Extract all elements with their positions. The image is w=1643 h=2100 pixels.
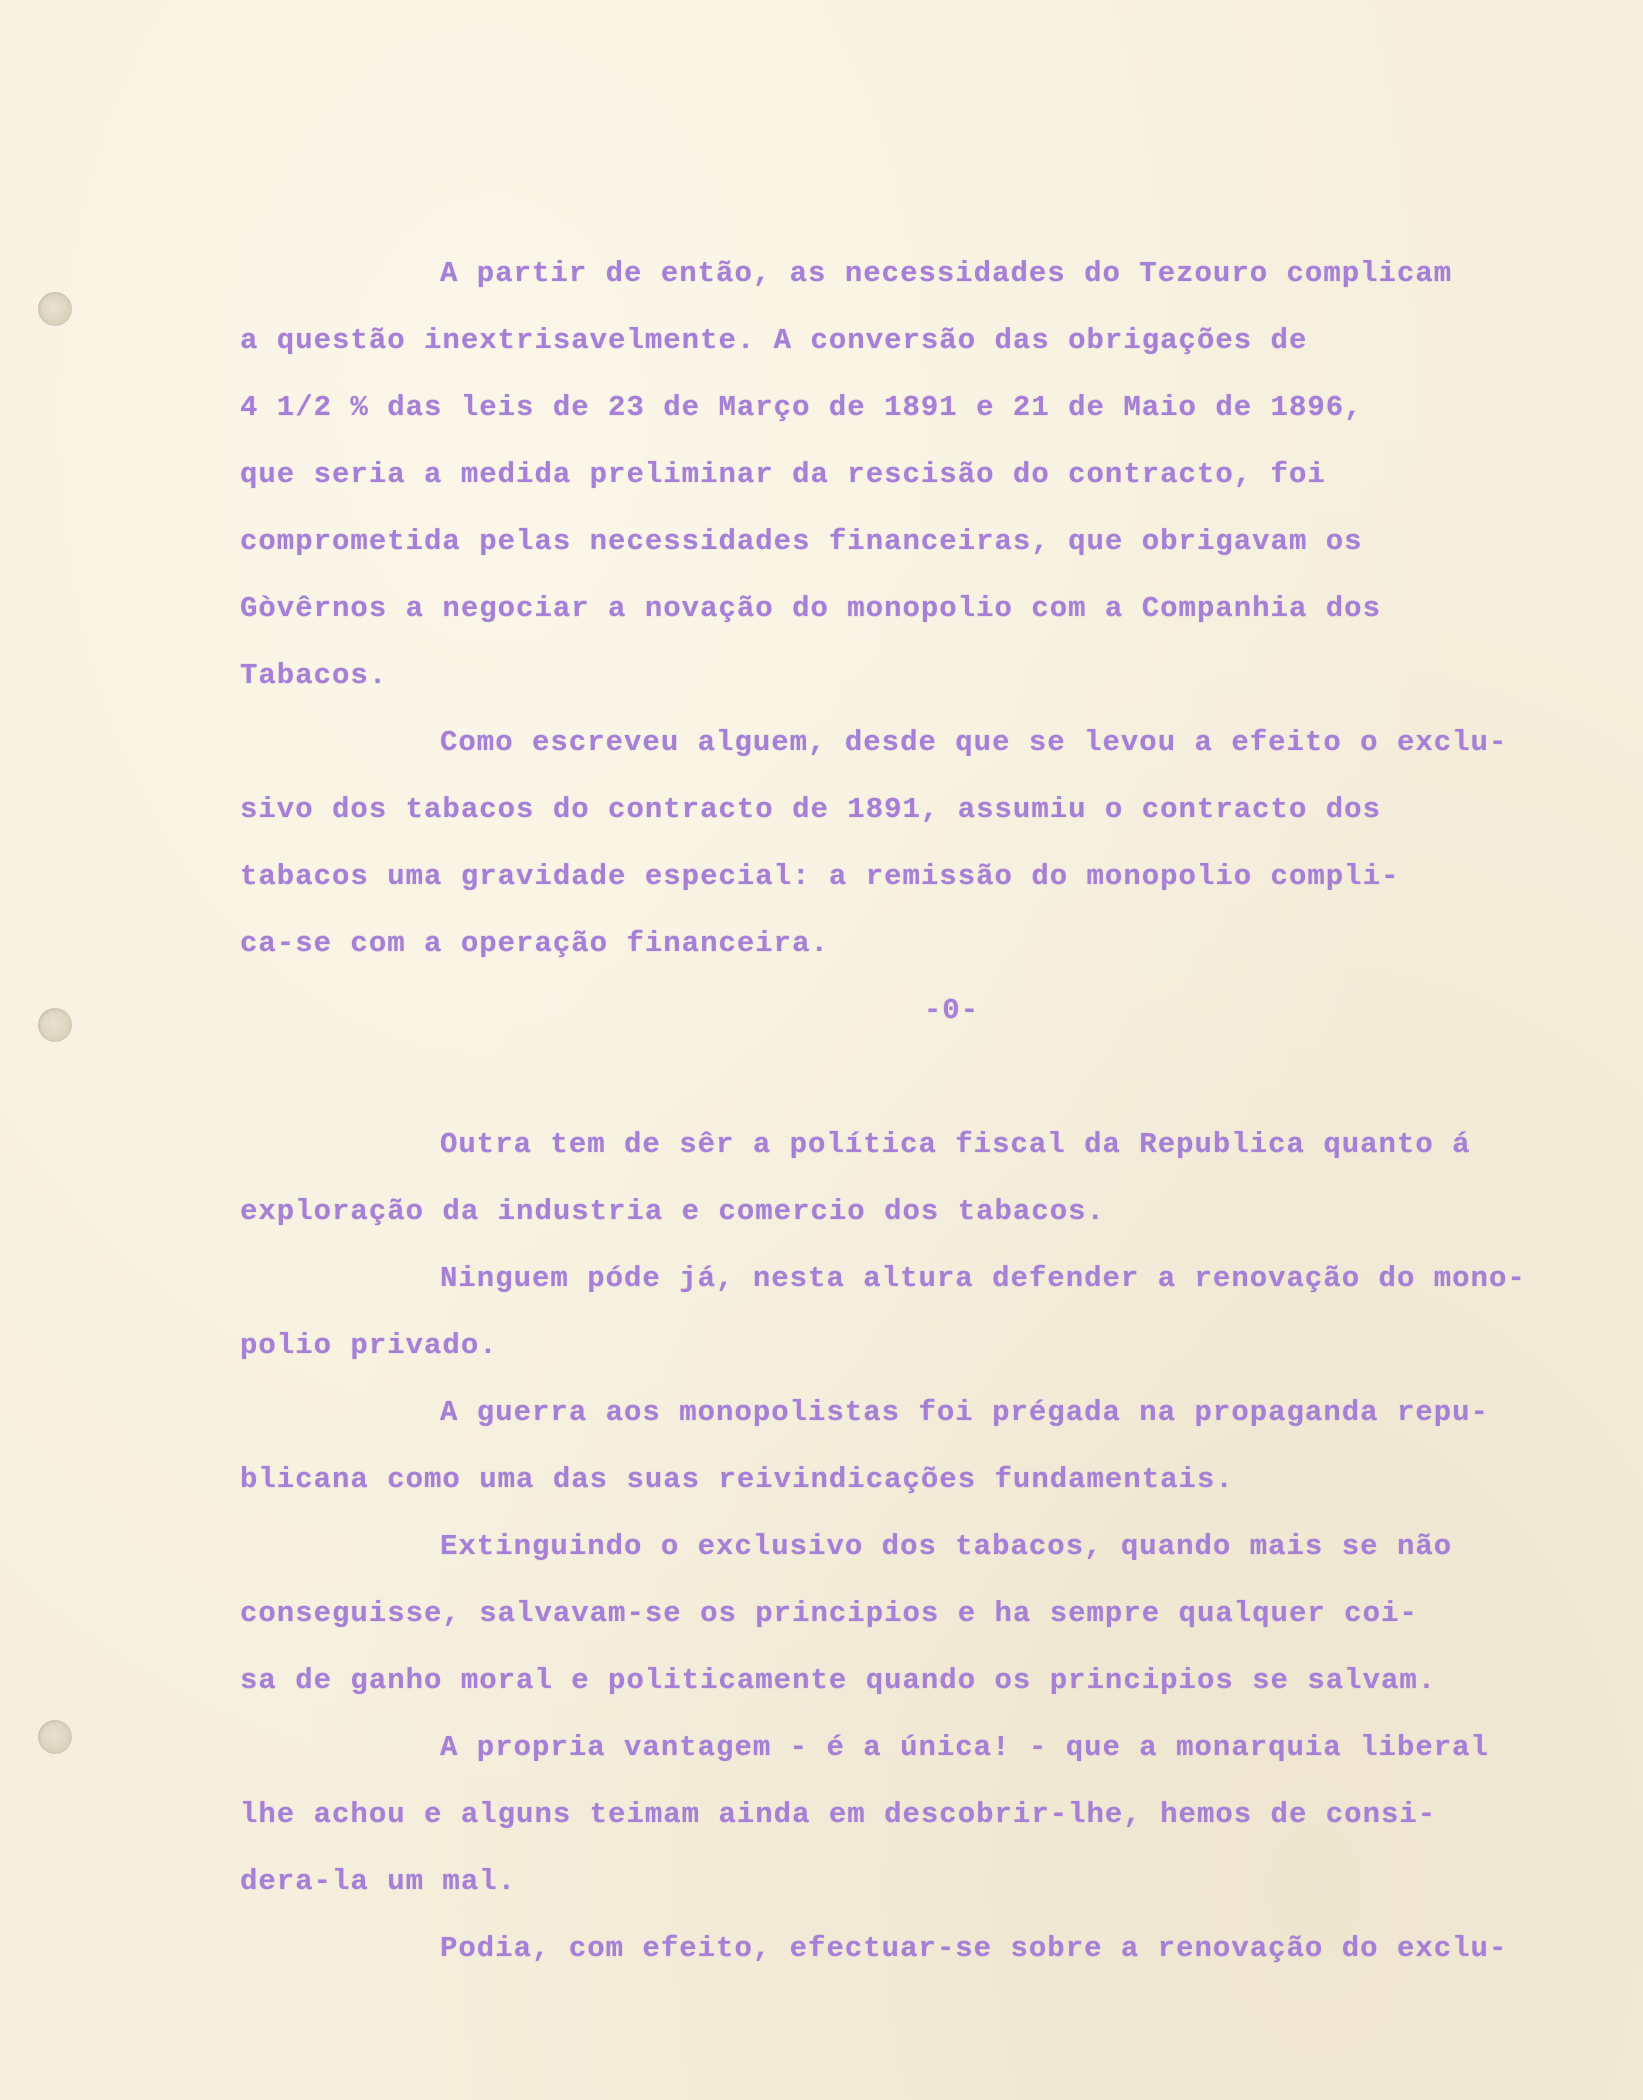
text-line: Outra tem de sêr a política fiscal da Republica quanto á bbox=[440, 1128, 1471, 1161]
text-line: conseguisse, salvavam-se os principios e ha sempre qualquer coi- bbox=[240, 1597, 1418, 1630]
spacer bbox=[340, 1044, 1580, 1111]
typewritten-text bbox=[240, 240, 1580, 1982]
text-line: A propria vantagem - é a única! - que a monarquia liberal bbox=[440, 1731, 1489, 1764]
text-line: dera-la um mal. bbox=[240, 1865, 517, 1898]
section-separator: -0- bbox=[923, 994, 980, 1027]
text-line: Gòvêrnos a negociar a novação do monopolio com a Companhia dos bbox=[240, 592, 1381, 625]
text-line: comprometida pelas necessidades financeiras, que obrigavam os bbox=[240, 525, 1363, 558]
text-line: blicana como uma das suas reivindicações fundamentais. bbox=[240, 1463, 1234, 1496]
text-line: Como escreveu alguem, desde que se levou a efeito o exclu- bbox=[440, 726, 1508, 759]
text-line: Extinguindo o exclusivo dos tabacos, quando mais se não bbox=[440, 1530, 1453, 1563]
text-line: 4 1/2 % das leis de 23 de Março de 1891 e 21 de Maio de 1896, bbox=[240, 391, 1363, 424]
text-line: Ninguem póde já, nesta altura defender a renovação do mono- bbox=[440, 1262, 1526, 1295]
text-line: A partir de então, as necessidades do Tezouro complicam bbox=[440, 257, 1453, 290]
text-line: tabacos uma gravidade especial: a remissão do monopolio compli- bbox=[240, 860, 1400, 893]
text-line: a questão inextrisavelmente. A conversão das obrigações de bbox=[240, 324, 1308, 357]
text-line: Tabacos. bbox=[240, 659, 388, 692]
text-line: sa de ganho moral e politicamente quando os principios se salvam. bbox=[240, 1664, 1437, 1697]
text-line: ca-se com a operação financeira. bbox=[240, 927, 829, 960]
text-line: lhe achou e alguns teimam ainda em descobrir-lhe, hemos de consi- bbox=[240, 1798, 1437, 1831]
text-line: sivo dos tabacos do contracto de 1891, assumiu o contracto dos bbox=[240, 793, 1381, 826]
text-line: A guerra aos monopolistas foi prégada na propaganda repu- bbox=[440, 1396, 1489, 1429]
punch-hole bbox=[38, 292, 72, 326]
text-line: polio privado. bbox=[240, 1329, 498, 1362]
text-line: exploração da industria e comercio dos tabacos. bbox=[240, 1195, 1105, 1228]
text-line: que seria a medida preliminar da rescisão do contracto, foi bbox=[240, 458, 1326, 491]
text-line: Podia, com efeito, efectuar-se sobre a renovação do exclu- bbox=[440, 1932, 1508, 1965]
punch-hole bbox=[38, 1720, 72, 1754]
